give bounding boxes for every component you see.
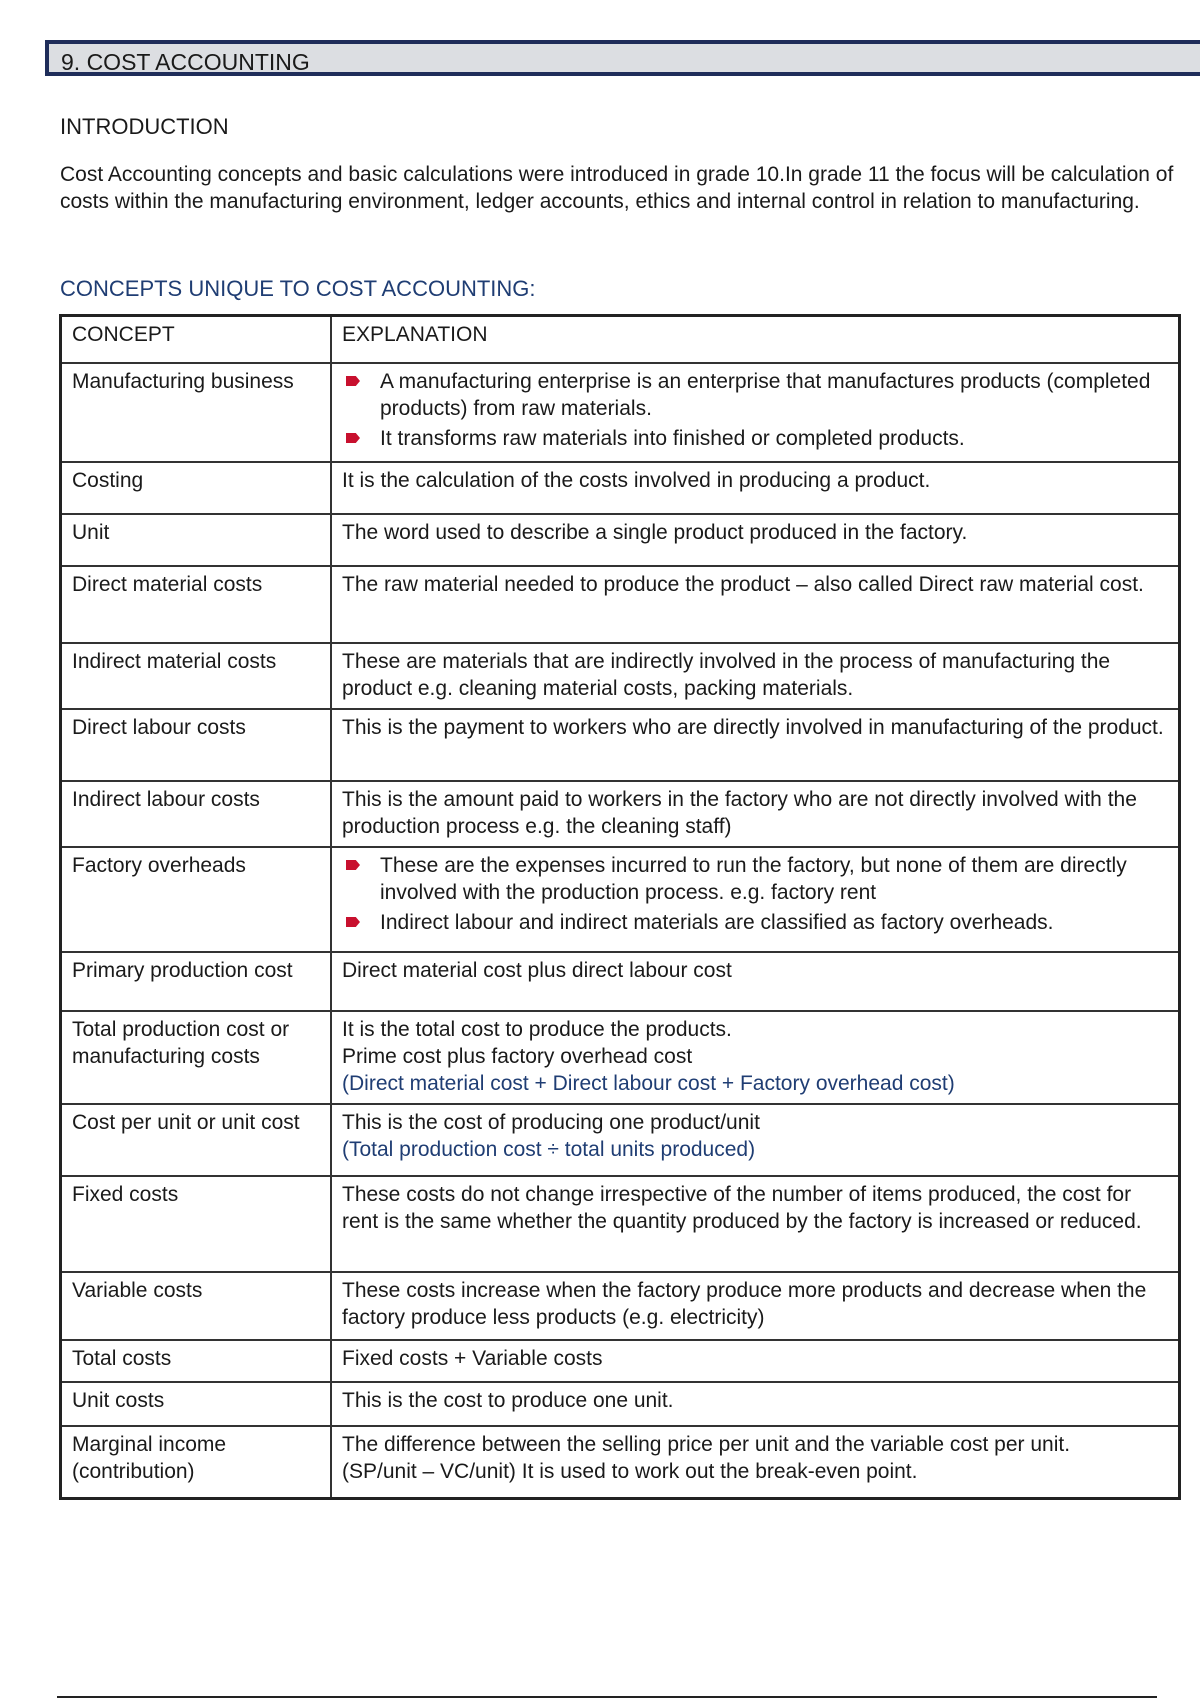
concept-cell: Fixed costs xyxy=(61,1176,332,1272)
table-header-row xyxy=(61,316,1180,364)
table-row xyxy=(61,363,1180,462)
explanation-cell xyxy=(331,566,1180,643)
bullet-item xyxy=(342,368,1168,422)
explanation-text: These costs increase when the factory produce more products and decrease when the factory produce less products (e.g. electricity) xyxy=(342,1279,1147,1329)
bullet-arrow-icon xyxy=(346,376,360,386)
concept-cell: Costing xyxy=(61,462,332,514)
table-row xyxy=(61,514,1180,566)
chapter-header xyxy=(45,40,1200,76)
table-row xyxy=(61,1340,1180,1382)
concept-cell: Indirect labour costs xyxy=(61,781,332,847)
explanation-cell xyxy=(331,1104,1180,1176)
concept-cell: Variable costs xyxy=(61,1272,332,1340)
table-row xyxy=(61,1176,1180,1272)
concept-cell: Direct material costs xyxy=(61,566,332,643)
explanation-cell xyxy=(331,1272,1180,1340)
table-row xyxy=(61,566,1180,643)
explanation-cell xyxy=(331,363,1180,462)
explanation-cell xyxy=(331,643,1180,709)
table-row xyxy=(61,643,1180,709)
intro-paragraph: Cost Accounting concepts and basic calculations were introduced in grade 10.In grade 11 the focus will be calculation of costs within the manufacturing environment, ledger accounts, ethics and internal control in relation to manufacturing. xyxy=(60,163,1174,213)
concept-cell: Unit costs xyxy=(61,1382,332,1426)
table-row xyxy=(61,1426,1180,1498)
footer-divider xyxy=(57,1696,1157,1698)
chapter-title: 9. COST ACCOUNTING xyxy=(61,49,310,75)
bullet-item xyxy=(342,852,1168,906)
explanation-cell xyxy=(331,1176,1180,1272)
column-header-explanation: EXPLANATION xyxy=(331,316,1180,364)
bullet-text: It transforms raw materials into finished or completed products. xyxy=(380,427,965,450)
explanation-cell xyxy=(331,1011,1180,1104)
explanation-text: The difference between the selling price per unit and the variable cost per unit. xyxy=(342,1433,1071,1456)
concept-cell: Total costs xyxy=(61,1340,332,1382)
concept-cell: Total production cost or manufacturing costs xyxy=(61,1011,332,1104)
bullet-item xyxy=(342,909,1168,936)
explanation-cell xyxy=(331,1340,1180,1382)
explanation-cell xyxy=(331,847,1180,952)
explanation-text: The raw material needed to produce the product – also called Direct raw material cost. xyxy=(342,573,1144,596)
bullet-item xyxy=(342,425,1168,452)
bullet-text: Indirect labour and indirect materials are classified as factory overheads. xyxy=(380,911,1054,934)
concept-cell: Direct labour costs xyxy=(61,709,332,781)
formula-text: (Total production cost ÷ total units produced) xyxy=(342,1138,756,1161)
concept-cell: Primary production cost xyxy=(61,952,332,1011)
explanation-text: This is the amount paid to workers in the factory who are not directly involved with the production process e.g. the cleaning staff) xyxy=(342,788,1137,838)
explanation-text: This is the cost of producing one product/unit xyxy=(342,1111,760,1134)
bullet-arrow-icon xyxy=(346,433,360,443)
explanation-text: Direct material cost plus direct labour cost xyxy=(342,959,732,982)
table-row xyxy=(61,1272,1180,1340)
explanation-text: (SP/unit – VC/unit) It is used to work out the break-even point. xyxy=(342,1460,918,1483)
explanation-text: It is the calculation of the costs involved in producing a product. xyxy=(342,469,931,492)
explanation-text: It is the total cost to produce the products. xyxy=(342,1018,732,1041)
bullet-text: A manufacturing enterprise is an enterprise that manufactures products (completed products) from raw materials. xyxy=(380,370,1151,420)
bullet-arrow-icon xyxy=(346,860,360,870)
section-heading: CONCEPTS UNIQUE TO COST ACCOUNTING: xyxy=(60,276,536,301)
concepts-table xyxy=(59,314,1181,1500)
table-row xyxy=(61,1011,1180,1104)
table-row xyxy=(61,781,1180,847)
explanation-cell xyxy=(331,1426,1180,1498)
table-row xyxy=(61,847,1180,952)
table-row xyxy=(61,709,1180,781)
explanation-text: Prime cost plus factory overhead cost xyxy=(342,1045,693,1068)
explanation-cell xyxy=(331,781,1180,847)
concept-cell: Marginal income (contribution) xyxy=(61,1426,332,1498)
explanation-cell xyxy=(331,952,1180,1011)
explanation-text: These costs do not change irrespective of the number of items produced, the cost for rent is the same whether the quantity produced by the factory is increased or reduced. xyxy=(342,1183,1142,1233)
explanation-cell xyxy=(331,514,1180,566)
table-row xyxy=(61,1104,1180,1176)
concept-cell: Factory overheads xyxy=(61,847,332,952)
column-header-concept: CONCEPT xyxy=(61,316,332,364)
bullet-arrow-icon xyxy=(346,917,360,927)
table-row xyxy=(61,1382,1180,1426)
concept-cell: Manufacturing business xyxy=(61,363,332,462)
explanation-text: This is the cost to produce one unit. xyxy=(342,1389,674,1412)
explanation-text: These are materials that are indirectly involved in the process of manufacturing the product e.g. cleaning material costs, packing materials. xyxy=(342,650,1111,700)
explanation-text: This is the payment to workers who are directly involved in manufacturing of the product. xyxy=(342,716,1164,739)
intro-heading: INTRODUCTION xyxy=(60,114,229,139)
concept-cell: Unit xyxy=(61,514,332,566)
bullet-text: These are the expenses incurred to run the factory, but none of them are directly involved with the production process. e.g. factory rent xyxy=(380,854,1127,904)
explanation-text: Fixed costs + Variable costs xyxy=(342,1347,603,1370)
concept-cell: Indirect material costs xyxy=(61,643,332,709)
explanation-text: The word used to describe a single product produced in the factory. xyxy=(342,521,968,544)
table-row xyxy=(61,952,1180,1011)
formula-text: (Direct material cost + Direct labour cost + Factory overhead cost) xyxy=(342,1072,955,1095)
explanation-cell xyxy=(331,1382,1180,1426)
explanation-cell xyxy=(331,462,1180,514)
table-row xyxy=(61,462,1180,514)
concept-cell: Cost per unit or unit cost xyxy=(61,1104,332,1176)
explanation-cell xyxy=(331,709,1180,781)
